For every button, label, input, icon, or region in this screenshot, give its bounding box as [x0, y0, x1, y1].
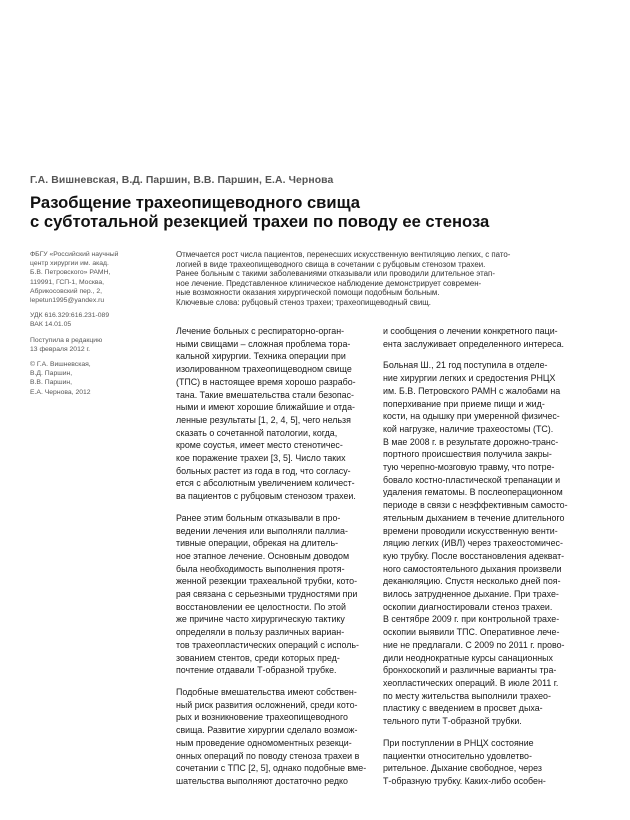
received-line: Поступила в редакцию — [30, 336, 103, 344]
body-line: вилось затрудненное дыхание. При трахе- — [383, 589, 559, 600]
body-line: тельного пути Т-образной трубки. — [383, 716, 522, 727]
body-line: ный риск развития осложнений, среди кото- — [176, 699, 358, 710]
body-line: и сообщения о лечении конкретного паци- — [383, 326, 558, 336]
body-line: В сентябре 2009 г. при контрольной трахе- — [383, 614, 560, 625]
affiliation-sidebar — [30, 250, 180, 397]
abstract-line: ные возможности оказания хирургической помощи подобным больным. — [176, 288, 440, 298]
body-line: восстановлении ее целостности. По этой — [176, 601, 346, 612]
body-line: удаления гематомы. В послеоперационном — [383, 487, 563, 498]
body-column-right — [383, 325, 593, 797]
received-date — [30, 336, 180, 354]
body-line: Т-образную трубку. Каких-либо особен- — [383, 775, 546, 786]
affiliation-line: Абрикосовский пер., 2, — [30, 287, 103, 295]
body-line: кроме соустья, имеет место стенотичес- — [176, 440, 343, 451]
body-line: рая связана с серьезными трудностями при — [176, 589, 358, 600]
body-line: женной резекции трахеальной трубки, кото- — [176, 576, 358, 587]
abstract — [176, 250, 596, 308]
body-line: почтение отдавали Т-образной трубке. — [176, 665, 337, 676]
copyright-block — [30, 360, 180, 397]
abstract-line: Отмечается рост числа пациентов, перенесших искусственную вентиляцию легких, с пато- — [176, 250, 511, 259]
body-line: определяли в пользу различных вариан- — [176, 627, 345, 638]
body-line: ляцию легких (ИВЛ) через трахеостомичес- — [383, 538, 563, 549]
body-line: кости, на одышку при умеренной физичес- — [383, 411, 560, 422]
body-line: поперхивание при приеме пищи и жид- — [383, 398, 545, 409]
body-line: тивные операции, обрекая на длитель- — [176, 538, 339, 549]
body-paragraph — [176, 686, 376, 788]
copyright-line: В.Д. Паршин, — [30, 370, 73, 378]
body-line: ведении лечения или выполняли паллиа- — [176, 525, 348, 536]
body-line: тую черепно-мозговую травму, что потре- — [383, 462, 555, 473]
body-line: Подобные вмешательства имеют собствен- — [176, 686, 357, 697]
title-line: с субтотальной резекцией трахеи по поводу ее стеноза — [30, 212, 490, 231]
body-line: ными свищами – сложная проблема тора- — [176, 338, 351, 349]
body-line: тов трахеопластических операций с исполь- — [176, 639, 359, 650]
body-line: хеопластических операций. В июле 2011 г. — [383, 677, 559, 688]
keywords-line: Ключевые слова: рубцовый стеноз трахеи; трахеопищеводный свищ. — [176, 297, 431, 307]
article-title — [30, 193, 610, 231]
body-line: Больная Ш., 21 год поступила в отделе- — [383, 360, 548, 371]
body-line: по месту жительства выполнили трахео- — [383, 690, 551, 701]
body-line: кое поражение трахеи [3, 5]. Число таких — [176, 453, 346, 464]
body-line: бовало костно-пластической трепанации и — [383, 474, 561, 485]
body-line: больных растет из года в год, что согласу- — [176, 465, 351, 476]
body-line: ента заслуживает определенного интереса. — [383, 338, 564, 349]
body-line: ется с абсолютным увеличением количест- — [176, 478, 355, 489]
body-line: оскопии диагностировали стеноз трахеи. — [383, 601, 553, 612]
email-link[interactable]: lepetun1995@yandex.ru — [30, 297, 105, 305]
article-authors: Г.А. Вишневская, В.Д. Паршин, В.В. Паршин, Е.А. Чернова — [30, 175, 334, 186]
affiliation-line: Б.В. Петровского» РАМН, — [30, 269, 111, 277]
copyright-line: © Г.А. Вишневская, — [30, 361, 91, 369]
body-line: кальной хирургии. Техника операции при — [176, 351, 346, 362]
body-paragraph — [383, 737, 593, 788]
body-column-left — [176, 325, 376, 797]
body-line: пластику с введением в просвет дыха- — [383, 703, 543, 714]
body-paragraph — [383, 359, 593, 727]
copyright-line: Е.А. Чернова, 2012 — [30, 388, 91, 396]
classification-codes — [30, 311, 180, 329]
body-line: ние хирургии легких и средостения РНЦХ — [383, 373, 556, 384]
body-line: ное этапное лечение. Основным доводом — [176, 550, 350, 561]
body-line: (ТПС) в настоящее время хорошо разрабо- — [176, 376, 356, 387]
body-line: времени проводили искусственную венти- — [383, 525, 558, 536]
abstract-line: логией в виде трахеопищеводного свища в сочетании с рубцовым стенозом трахеи. — [176, 259, 486, 269]
body-paragraph — [383, 325, 593, 350]
body-line: сочетании с ТПС [2, 5], однако подобные вме- — [176, 763, 367, 774]
body-line: рительное. Дыхание свободное, через — [383, 763, 542, 774]
institution-block — [30, 250, 180, 305]
body-line: онных операций по поводу стеноза трахеи в — [176, 750, 360, 761]
body-line: зованием стентов, среди которых пред- — [176, 652, 340, 663]
body-line: периоде в связи с неэффективным самосто- — [383, 500, 568, 511]
body-line: ва пациентов с рубцовым стенозом трахеи. — [176, 491, 356, 502]
copyright-line: В.В. Паршин, — [30, 379, 73, 387]
body-line: В мае 2008 г. в результате дорожно-транс- — [383, 436, 559, 447]
affiliation-line: ФБГУ «Российский научный — [30, 251, 119, 258]
body-line: ленные результаты [1, 2, 4, 5], чего нельзя — [176, 414, 351, 425]
body-line: ного самостоятельного дыхания произвели — [383, 563, 562, 574]
body-line: ным проведение одномоментных резекци- — [176, 737, 352, 748]
body-paragraph — [176, 325, 376, 503]
body-line: деканюляцию. Спустя несколько дней поя- — [383, 576, 561, 587]
body-line: пациентки относительно удовлетво- — [383, 750, 532, 761]
body-line: была необходимость выполнения протя- — [176, 563, 345, 574]
affiliation-line: 119991, ГСП-1, Москва, — [30, 278, 105, 286]
abstract-line: ное лечение. Представленное клиническое наблюдение демонстрирует современ- — [176, 278, 482, 288]
vak-code: ВАК 14.01.05 — [30, 321, 72, 329]
body-paragraph — [176, 512, 376, 677]
received-line: 13 февраля 2012 г. — [30, 345, 91, 353]
body-line: кой нагрузке, наличие трахеостомы (ТС). — [383, 423, 554, 434]
body-line: ятельным дыханием в течение длительного — [383, 512, 565, 523]
body-line: ние не предлагали. С 2009 по 2011 г. прово- — [383, 639, 565, 650]
abstract-line: Ранее больным с такими заболеваниями отказывали или проводили длительное этап- — [176, 269, 495, 279]
body-line: Лечение больных с респираторно-орган- — [176, 326, 345, 336]
body-line: ными и имеют хорошие ближайшие и отда- — [176, 402, 355, 413]
title-line: Разобщение трахеопищеводного свища — [30, 193, 361, 212]
udk-code: УДК 616.329:616.231-089 — [30, 312, 110, 320]
body-line: свища. Развитие хирургии сделало возмож- — [176, 725, 358, 736]
body-line: При поступлении в РНЦХ состояние — [383, 737, 534, 748]
body-line: шательства выполняют достаточно редко — [176, 775, 348, 786]
body-line: портного происшествия получила закры- — [383, 449, 552, 460]
body-line: сказать о сочетанной патологии, когда, — [176, 427, 338, 438]
body-line: бронхоскопий и различные варианты тра- — [383, 665, 557, 676]
body-line: тана. Такие вмешательства стали безопас- — [176, 389, 355, 400]
body-line: Ранее этим больным отказывали в про- — [176, 512, 341, 523]
body-line: рых и возникновение трахеопищеводного — [176, 712, 348, 723]
body-line: кую трубку. После восстановления адекват- — [383, 550, 565, 561]
body-line: дили неоднократные курсы санационных — [383, 652, 553, 663]
affiliation-line: центр хирургии им. акад. — [30, 260, 109, 268]
body-line: изолированном трахеопищеводном свище — [176, 364, 352, 375]
body-line: оскопии выявили ТПС. Оперативное лече- — [383, 627, 560, 638]
body-line: же причине часто хирургическую тактику — [176, 614, 345, 625]
body-line: им. Б.В. Петровского РАМН с жалобами на — [383, 385, 561, 396]
